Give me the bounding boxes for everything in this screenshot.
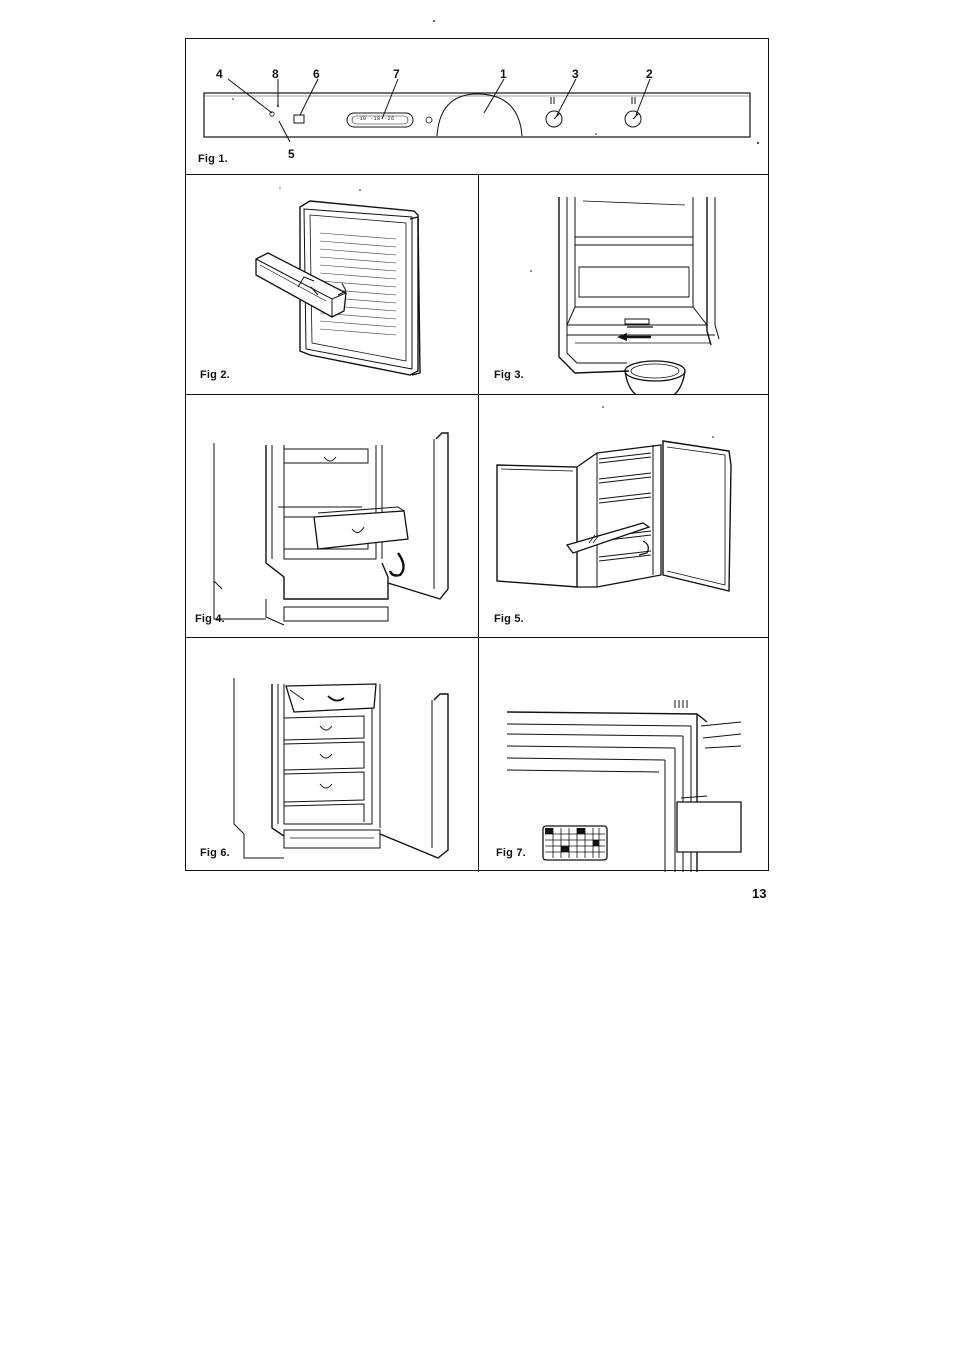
fig1-label: Fig 1. (198, 153, 228, 165)
callout-7: 7 (393, 67, 400, 81)
fig4-panel (186, 395, 478, 637)
fig3-panel (479, 175, 770, 394)
figure-sheet (185, 38, 769, 871)
fig7-panel (479, 638, 770, 872)
drawer-removal-illustration (186, 395, 478, 637)
fig6-panel (186, 638, 478, 872)
page-number: 13 (752, 886, 767, 901)
fig5-label: Fig 5. (494, 613, 524, 625)
fig1-panel (186, 39, 770, 174)
freezer-drawers-illustration (186, 638, 478, 872)
fig2-panel (186, 175, 478, 394)
callout-4: 4 (216, 67, 223, 81)
fig6-label: Fig 6. (200, 847, 230, 859)
fig4-label: Fig 4. (195, 613, 225, 625)
fig5-panel (479, 395, 770, 637)
temperature-display: -10 -18 -26 (356, 116, 395, 122)
fig2-label: Fig 2. (200, 369, 230, 381)
fig7-label: Fig 7. (496, 847, 526, 859)
callout-1: 1 (500, 67, 507, 81)
callout-6: 6 (313, 67, 320, 81)
shelf-removal-illustration (479, 395, 770, 637)
speck (433, 20, 435, 22)
drain-bowl-illustration (479, 175, 770, 394)
fig3-label: Fig 3. (494, 369, 524, 381)
callout-3: 3 (572, 67, 579, 81)
callout-8: 8 (272, 67, 279, 81)
door-compartment-illustration (186, 175, 478, 394)
rating-label-illustration (479, 638, 770, 872)
callout-2: 2 (646, 67, 653, 81)
callout-5: 5 (288, 147, 295, 161)
control-panel-illustration (186, 39, 770, 174)
